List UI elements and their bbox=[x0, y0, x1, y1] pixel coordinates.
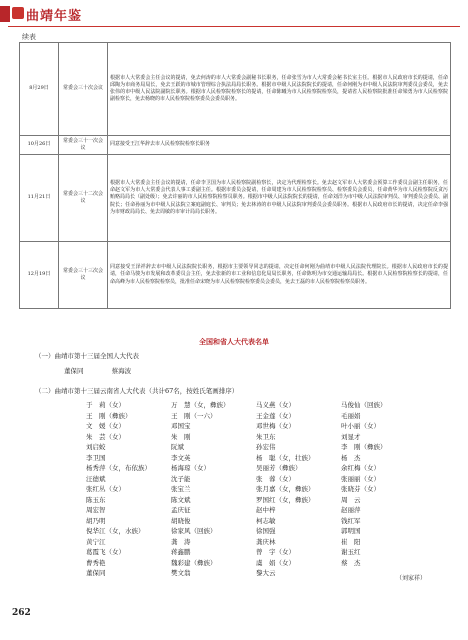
rep-name: 徐家风（回族） bbox=[171, 527, 217, 535]
rep-name: 黎大云 bbox=[256, 569, 276, 577]
rep-name: 李卫国 bbox=[86, 453, 106, 462]
author-signature: （刘家祥） bbox=[396, 575, 427, 582]
rep-name: 蒋鑫鹏 bbox=[171, 548, 191, 556]
rep-name: 余红梅（女） bbox=[341, 464, 380, 472]
list-item bbox=[86, 526, 426, 537]
rep-name: 孟庆征 bbox=[171, 506, 191, 514]
rep-name: 赵中梓 bbox=[256, 506, 276, 514]
rep-name: 周 云 bbox=[341, 495, 361, 504]
yearbook-logo-icon bbox=[12, 7, 24, 19]
header-divider bbox=[8, 26, 460, 27]
rep-name: 张红丛（女） bbox=[86, 485, 125, 493]
rep-name: 刘显才 bbox=[341, 432, 361, 441]
rep-name: 曹秀艳 bbox=[86, 558, 106, 567]
rep-name: 杨秀萍（女，布依族） bbox=[86, 464, 151, 472]
list-item bbox=[86, 442, 426, 453]
rep-name: 王金莲（女） bbox=[256, 411, 295, 420]
rep-name: 胡晓俊 bbox=[171, 516, 191, 525]
rep-name: 张宝兰 bbox=[171, 485, 191, 493]
record-content: 根据市人大常委会主任会议的提请，免去何涛的市人大常委会副秘书长职务，任命张雪为市人大常委会秘书长室主任。根据市人民政府市长的提请，任命邱陶为市商务局局长，免去王跃的市城市管理综合执法局局长职务。根据市中级人民法院院长的提请，任命何刚为市中级人民法院审判委员会委员，免去张伟的市中级人民法院副院长职务。根据市人民检察院检察长的提请，任命陈曦为市人民检察院检察员，提请省人民检察院批准任命梁勇为市人民检察院副检察长，免去杨晓的市人民检察院检察委员会委员职务。 bbox=[108, 43, 451, 136]
rep-name: 邓世梅（女） bbox=[256, 422, 295, 430]
rep-name: 曾 宇（女） bbox=[256, 548, 295, 556]
rep-name: 朱 芸（女） bbox=[86, 432, 125, 441]
rep-name: 董保同 bbox=[86, 569, 106, 577]
rep-name: 陈文斌 bbox=[171, 495, 191, 504]
national-reps-heading: （一）曲靖市第十三届全国人大代表 bbox=[35, 352, 139, 360]
list-item bbox=[86, 411, 426, 422]
rep-name: 龚 涛 bbox=[171, 537, 191, 546]
rep-name: 谢玉红 bbox=[341, 548, 361, 556]
rep-name: 朱卫东 bbox=[256, 432, 276, 441]
record-content: 同意接受王江华辞去市人民检察院检察长职务 bbox=[108, 136, 451, 155]
table-row bbox=[20, 155, 451, 242]
record-meeting: 常委会三十二次会议 bbox=[59, 155, 108, 242]
rep-name: 周宏智 bbox=[86, 506, 106, 514]
yearbook-title: 曲靖年鉴 bbox=[26, 9, 83, 24]
rep-name: 叶小丽（女） bbox=[341, 422, 380, 430]
rep-name: 马义燕（女） bbox=[256, 401, 295, 409]
list-item bbox=[86, 495, 426, 506]
rep-name: 孙宏伟 bbox=[256, 443, 276, 451]
record-meeting: 常委会三十一次会议 bbox=[59, 136, 108, 155]
rep-name: 朱 刚 bbox=[171, 432, 191, 441]
rep-name: 蔡 杰 bbox=[341, 558, 361, 567]
rep-name: 刘启蛟 bbox=[86, 443, 106, 451]
rep-name: 李文英 bbox=[171, 453, 191, 462]
list-item bbox=[86, 547, 426, 558]
rep-name: 汪德斌 bbox=[86, 474, 106, 483]
record-date: 12月19日 bbox=[20, 242, 59, 309]
list-item bbox=[86, 474, 426, 485]
rep-name: 沈子能 bbox=[171, 474, 191, 483]
page-number: 262 bbox=[12, 608, 31, 618]
rep-name: 蔡海波 bbox=[111, 367, 132, 375]
rep-name: 杨 聪（女，壮族） bbox=[256, 453, 315, 462]
header-color-block bbox=[0, 6, 10, 22]
record-date: 11月21日 bbox=[20, 155, 59, 242]
rep-name: 王 刚（彝族） bbox=[86, 411, 132, 420]
rep-name: 徐国强 bbox=[256, 527, 276, 535]
rep-name: 毛丽娟 bbox=[341, 411, 361, 420]
rep-name: 文 媛（女） bbox=[86, 422, 125, 430]
rep-name: 樊文翁 bbox=[171, 569, 191, 577]
rep-name: 赵丽萍 bbox=[341, 506, 361, 514]
record-meeting: 常委会三十三次会议 bbox=[59, 242, 108, 309]
page-header bbox=[0, 0, 468, 28]
rep-name: 于 莉（女） bbox=[86, 401, 125, 409]
list-item bbox=[86, 400, 426, 411]
provincial-reps-heading: （二）曲靖市第十三届云南省人大代表（共计67名，按姓氏笔画排序） bbox=[35, 387, 239, 395]
rep-name: 万 慧（女，彝族） bbox=[171, 401, 230, 409]
list-item bbox=[86, 568, 426, 579]
rep-name: 魏彩建（彝族） bbox=[171, 558, 217, 567]
rep-name: 葛霞飞（女） bbox=[86, 548, 125, 556]
rep-name: 杨 杰 bbox=[341, 453, 361, 462]
rep-name: 钱红军 bbox=[341, 516, 361, 525]
record-date: 10月26日 bbox=[20, 136, 59, 155]
section-title: 全国和省人大代表名单 bbox=[199, 337, 269, 346]
rep-name: 李 刚（彝族） bbox=[341, 443, 387, 451]
record-content: 同意接受王泽祥辞去市中级人民法院院长职务，根据市主要领导同志的提请，决定任命何刚为曲靖市中级人民法院代理院长。根据市人民政府市长的提请，任命马骏为市发展和改革委员会主任，免去张新的市工业和信息化局局长职务，任命陈明为市交通运输局局长。根据市人民检察院检察长的提请，任命高峰为市人民检察院检察员，批准任命宋晓为市人民检察院检察委员会委员，免去王磊的市人民检察院检察员职务。 bbox=[108, 242, 451, 309]
rep-name: 王 刚（一六） bbox=[171, 411, 217, 420]
continued-label: 续表 bbox=[22, 33, 36, 41]
rep-name: 罗国红（女，彝族） bbox=[256, 495, 315, 504]
list-item bbox=[86, 421, 426, 432]
national-reps-list bbox=[64, 366, 157, 375]
list-item bbox=[86, 484, 426, 495]
rep-name: 吴丽芳（彝族） bbox=[256, 464, 302, 472]
rep-name: 倪华江（女，水族） bbox=[86, 527, 145, 535]
list-item bbox=[86, 537, 426, 548]
rep-name: 柯志敏 bbox=[256, 516, 276, 525]
table-row bbox=[20, 136, 451, 155]
appointment-records-table bbox=[19, 42, 451, 309]
rep-name: 龚庆林 bbox=[256, 537, 276, 546]
list-item bbox=[86, 558, 426, 569]
rep-name: 张丽丽（女） bbox=[341, 474, 380, 483]
rep-name: 胡乃明 bbox=[86, 516, 106, 525]
rep-name: 马俊仙（回族） bbox=[341, 401, 387, 409]
list-item bbox=[86, 463, 426, 474]
rep-name: 陈玉东 bbox=[86, 495, 106, 504]
rep-name: 杨海琼（女） bbox=[171, 464, 210, 472]
rep-name: 崔 阳 bbox=[341, 537, 361, 546]
rep-name: 董保同 bbox=[64, 367, 84, 375]
list-item bbox=[86, 432, 426, 443]
rep-name: 张晓芬（女） bbox=[341, 485, 380, 493]
rep-name: 张月嘉（女，彝族） bbox=[256, 485, 315, 493]
list-item bbox=[86, 505, 426, 516]
record-date: 8月29日 bbox=[20, 43, 59, 136]
rep-name: 张 蓉（女） bbox=[256, 474, 295, 483]
rep-name: 邓国宝 bbox=[171, 422, 191, 430]
list-item bbox=[86, 453, 426, 464]
table-row bbox=[20, 43, 451, 136]
provincial-reps-list bbox=[86, 400, 426, 579]
rep-name: 虞 娟（女） bbox=[256, 558, 295, 567]
list-item bbox=[86, 516, 426, 527]
record-content: 根据市人大常委会主任会议的提请，任命李卫国为市人民检察院副检察长，决定为代理检察长。免去赵文军市人大常委会预算工作委员会副主任职务，任命赵文军为市人大常委会代表人事工委副主任。根据市委员会提请，任命周建为市人民检察院检察员、检察委员会委员，任命黄华为市人民检察院反贪污贿赂局局长（副处级）；免去许丽的市人民检察院检察员职务。根据市中级人民法院院长的提请，任命刘洋为市中级人民法院审判员、审判委员会委员、副院长；任命孙丽为市中级人民法院立案庭副庭长、审判员；免去林涛的市中级人民法院审判委员会委员职务。根据市人民政府市长的提请，决定任命李强为市财政局局长、免去周敏的市审计局局长职务。 bbox=[108, 155, 451, 242]
rep-name: 黄宁江 bbox=[86, 537, 106, 546]
table-row bbox=[20, 242, 451, 309]
rep-name: 阮斌 bbox=[171, 443, 184, 451]
rep-name: 郭明国 bbox=[341, 527, 361, 535]
record-meeting: 常委会三十次会议 bbox=[59, 43, 108, 136]
